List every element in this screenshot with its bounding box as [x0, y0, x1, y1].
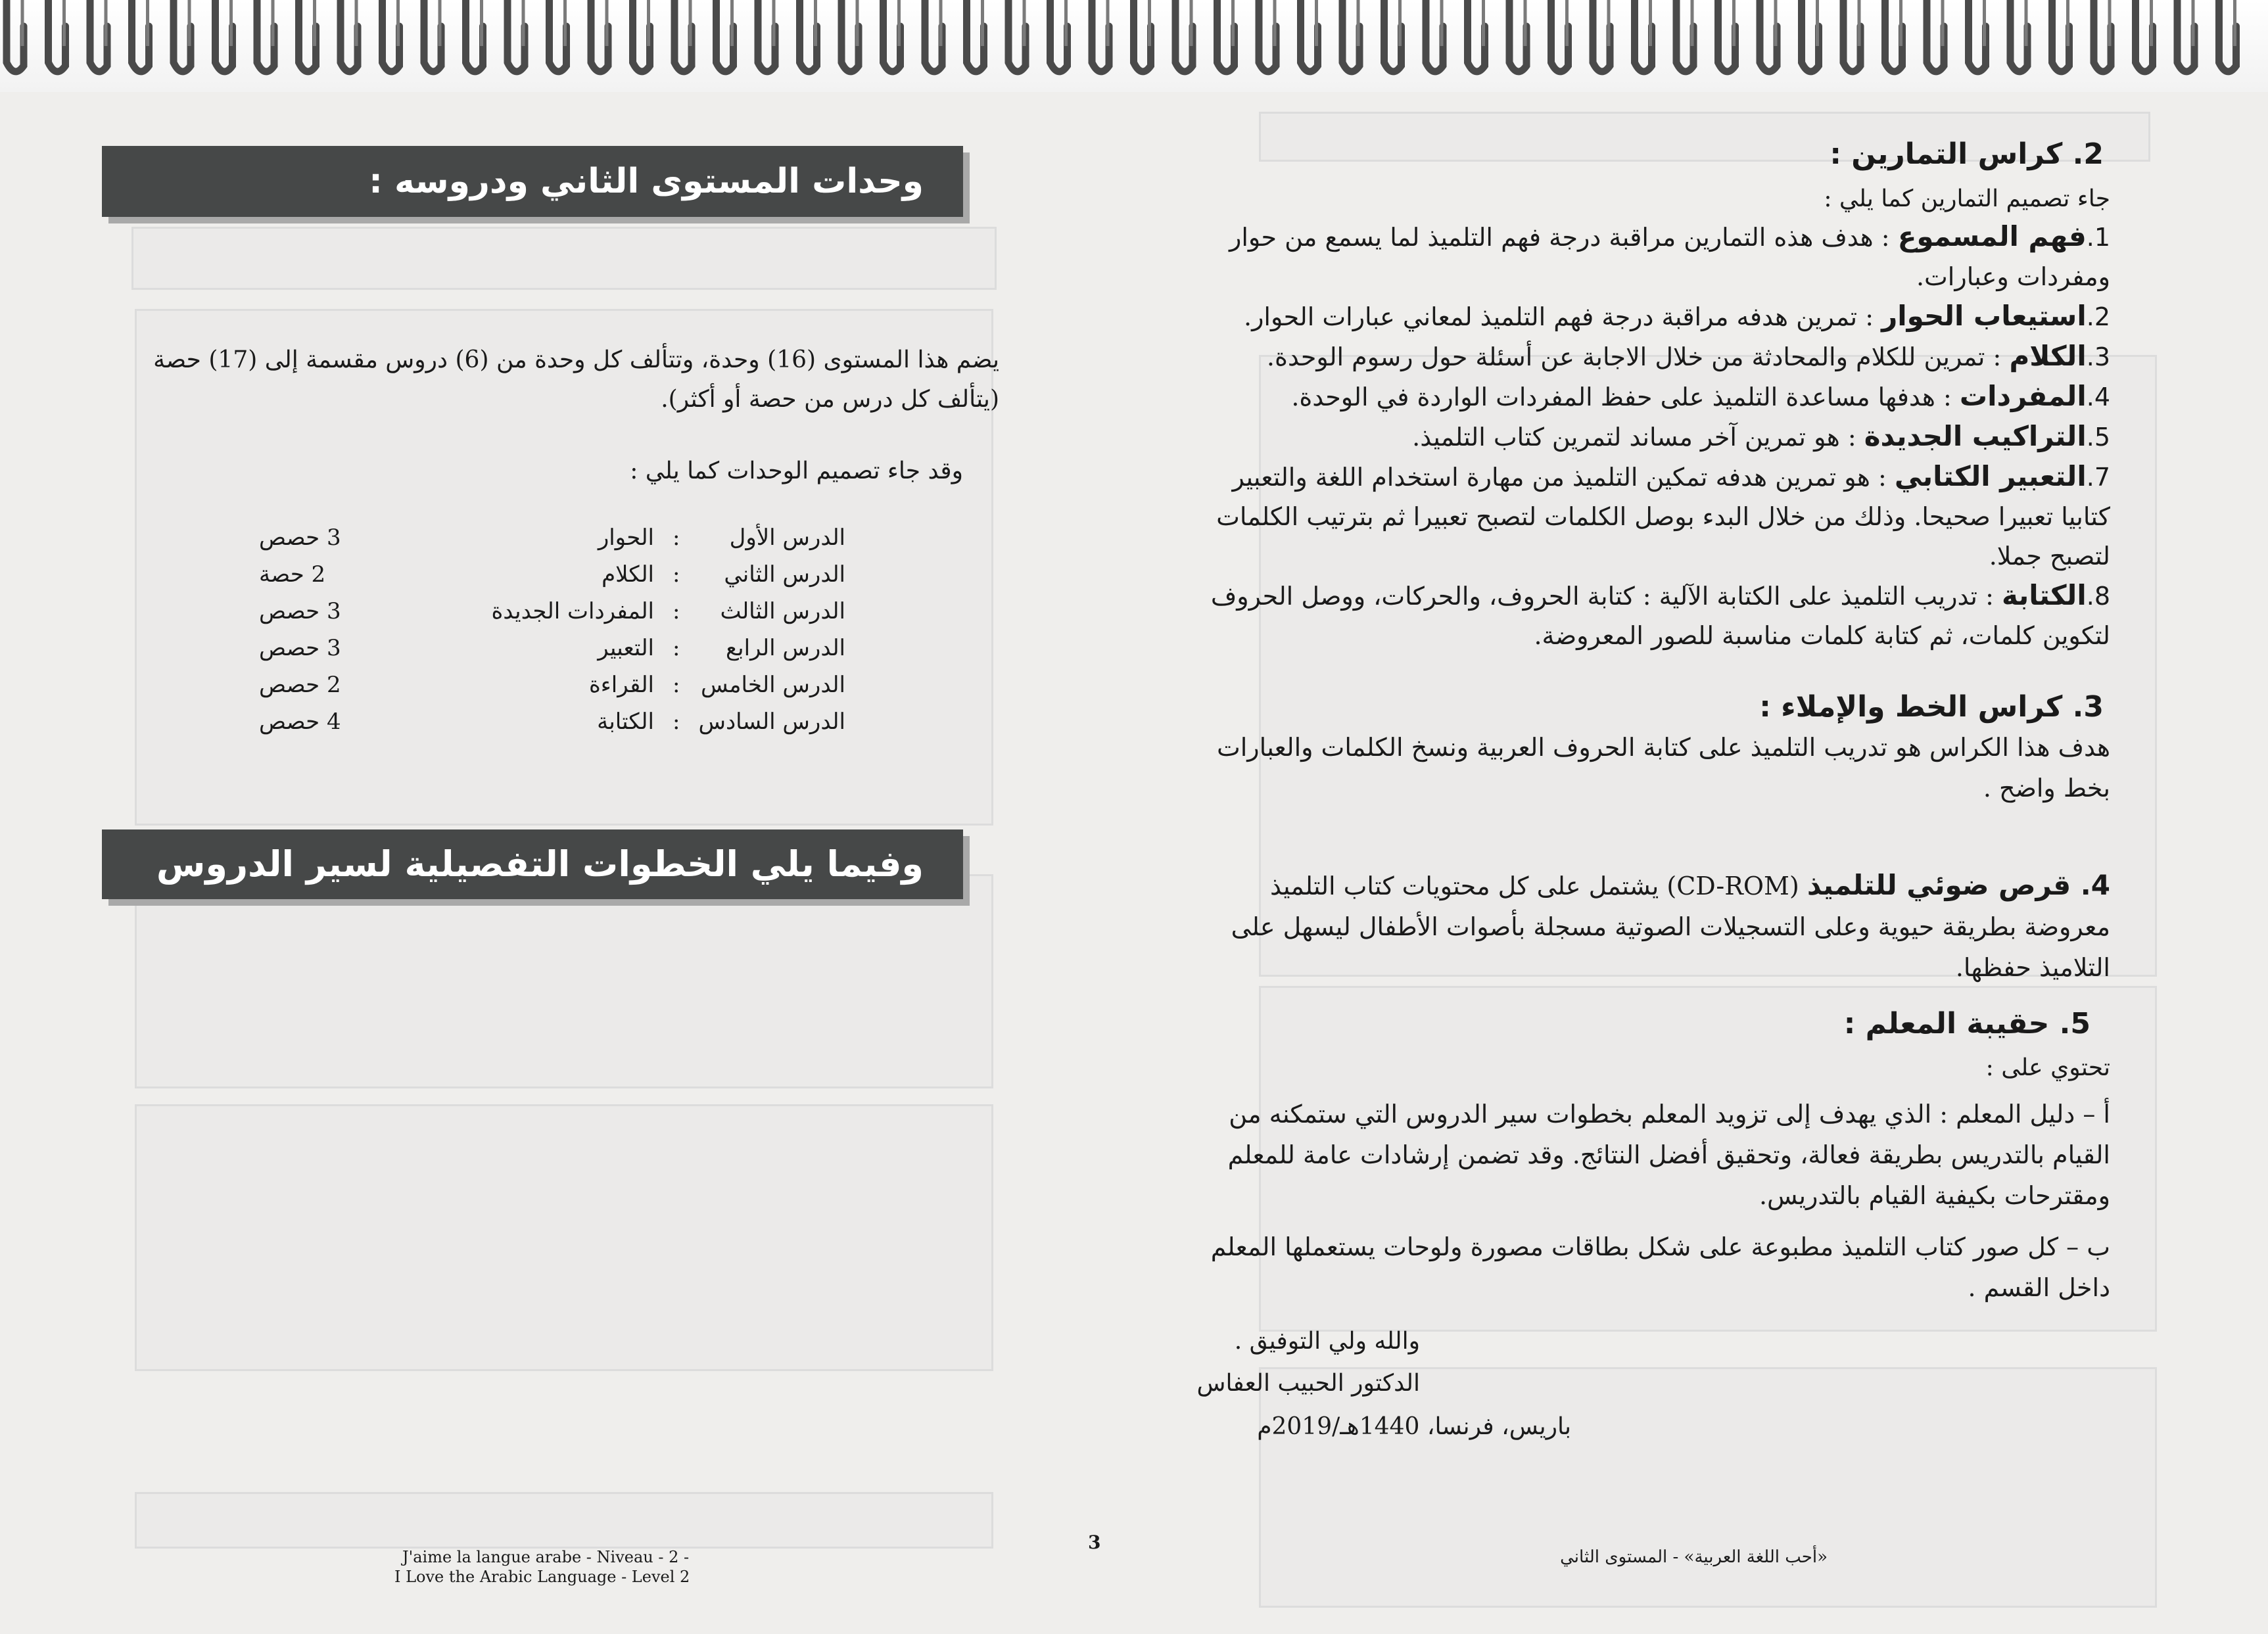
- spiral-ring: [841, 0, 859, 72]
- spiral-ring: [341, 0, 358, 72]
- spiral-ring: [216, 0, 233, 72]
- exercise-number: 1.: [2086, 223, 2110, 252]
- section-4-term: 4. قرص ضوئي للتلميذ: [1807, 869, 2110, 901]
- spiral-ring: [257, 0, 274, 72]
- closing-text: والله ولي التوفيق .: [1234, 1328, 1420, 1355]
- exercise-term: فهم المسموع: [1897, 220, 2087, 252]
- exercise-number: 4.: [2086, 383, 2110, 411]
- lesson-sessions: 2 حصة: [259, 561, 326, 588]
- lesson-row: [250, 519, 855, 556]
- lesson-separator: :: [673, 709, 680, 735]
- spiral-ring: [1676, 0, 1693, 72]
- spiral-ring: [717, 0, 734, 72]
- lesson-topic: التعبير: [598, 635, 654, 661]
- lesson-separator: :: [673, 635, 680, 661]
- spiral-rings: [0, 0, 2268, 92]
- lesson-topic: القراءة: [588, 672, 654, 698]
- lesson-topic: الكلام: [602, 561, 654, 588]
- exercise-number: 5.: [2086, 423, 2110, 452]
- exercise-description: : هدفها مساعدة التلميذ على حفظ المفردات الواردة في الوحدة.: [1291, 383, 1960, 411]
- lesson-separator: :: [673, 672, 680, 698]
- lesson-row: [250, 703, 855, 740]
- spiral-ring: [758, 0, 775, 72]
- lesson-row: [250, 593, 855, 630]
- lesson-separator: :: [673, 598, 680, 624]
- spiral-ring: [1342, 0, 1359, 72]
- lesson-sessions: 3 حصص: [259, 635, 341, 661]
- lesson-row: [250, 666, 855, 703]
- spiral-binding: [0, 0, 2268, 92]
- lesson-separator: :: [673, 525, 680, 551]
- exercise-types-list: [1203, 217, 2110, 655]
- exercise-term: التراكيب الجديدة: [1864, 420, 2087, 452]
- spiral-ring: [1551, 0, 1569, 72]
- footer-arabic-title: «أحب اللغة العربية» - المستوى الثاني: [1560, 1547, 1828, 1567]
- spiral-ring: [90, 0, 107, 72]
- spiral-ring: [1593, 0, 1610, 72]
- spiral-ring: [132, 0, 149, 72]
- exercise-description: : تمرين هدفه مراقبة درجة فهم التلميذ لمعاني عبارات الحوار.: [1244, 302, 1882, 331]
- lesson-name: الدرس الثالث: [720, 598, 845, 624]
- spiral-ring: [1509, 0, 1526, 72]
- spiral-ring: [2136, 0, 2153, 72]
- spiral-ring: [1760, 0, 1777, 72]
- author-name: الدكتور الحبيب العفاس: [1196, 1370, 1420, 1397]
- place-and-date: باريس، فرنسا، 1440هـ/2019م: [1257, 1413, 1571, 1440]
- exercise-term: التعبير الكتابي: [1894, 460, 2087, 492]
- spiral-ring: [967, 0, 984, 72]
- exercise-item: [1203, 576, 2110, 655]
- exercise-item: [1203, 377, 2110, 417]
- spiral-ring: [1927, 0, 1944, 72]
- exercise-term: الكتابة: [2001, 579, 2087, 611]
- spiral-ring: [1718, 0, 1736, 72]
- banner-steps-title: وفيما يلي الخطوات التفصيلية لسير الدروس: [102, 829, 963, 899]
- spiral-ring: [550, 0, 567, 72]
- spiral-ring: [1051, 0, 1068, 72]
- lessons-table: [250, 519, 855, 740]
- section-3-text: هدف هذا الكراس هو تدريب التلميذ على كتابة الحروف العربية ونسخ الكلمات والعبارات بخط واضح .: [1216, 733, 2110, 803]
- exercise-description: : هدف هذه التمارين مراقبة درجة فهم التلميذ لما يسمع من حوار ومفردات وعبارات.: [1229, 223, 2110, 291]
- spiral-ring: [2219, 0, 2236, 72]
- exercise-item: [1203, 217, 2110, 296]
- lesson-row: [250, 556, 855, 593]
- spiral-ring: [800, 0, 817, 72]
- lesson-name: الدرس الرابع: [726, 635, 845, 661]
- spiral-ring: [1134, 0, 1151, 72]
- lesson-topic: الحوار: [598, 525, 654, 551]
- spiral-ring: [1635, 0, 1652, 72]
- spiral-ring: [508, 0, 525, 72]
- spiral-ring: [299, 0, 316, 72]
- spiral-ring: [925, 0, 942, 72]
- show-through-box: [135, 874, 993, 1088]
- spiral-ring: [1008, 0, 1026, 72]
- spiral-ring: [2177, 0, 2194, 72]
- exercise-item: [1203, 296, 2110, 337]
- spiral-ring: [1384, 0, 1402, 72]
- spiral-ring: [174, 0, 191, 72]
- design-intro-text: وقد جاء تصميم الوحدات كما يلي :: [630, 457, 963, 484]
- spiral-ring: [7, 0, 24, 72]
- spiral-ring: [674, 0, 692, 72]
- lesson-topic: المفردات الجديدة: [491, 598, 654, 624]
- exercise-number: 8.: [2086, 582, 2110, 611]
- exercise-number: 3.: [2086, 342, 2110, 371]
- section-2-title: 2. كراس التمارين :: [1830, 137, 2104, 171]
- spiral-ring: [2010, 0, 2027, 72]
- teacher-guide-item: أ – دليل المعلم : الذي يهدف إلى تزويد المعلم بخطوات سير الدروس التي ستمكنه من القيام بالتدريس بطريقة فعالة، وتحقيق أفضل النتائج. وقد تضمن إرشادات عامة للمعلم ومقترحات بكيفية القيام بالتدريس.: [1227, 1100, 2110, 1210]
- spiral-ring: [1969, 0, 1986, 72]
- exercise-description: : تمرين للكلام والمحادثة من خلال الاجابة عن أسئلة حول رسوم الوحدة.: [1266, 342, 2010, 371]
- spiral-ring: [1426, 0, 1443, 72]
- section-5-intro: تحتوي على :: [1985, 1054, 2110, 1081]
- lesson-name: الدرس الخامس: [700, 672, 845, 698]
- lesson-sessions: 3 حصص: [259, 525, 341, 551]
- spiral-ring: [884, 0, 901, 72]
- spiral-ring: [1217, 0, 1235, 72]
- lesson-sessions: 3 حصص: [259, 598, 341, 624]
- lesson-row: [250, 630, 855, 666]
- picture-cards-item: ب – كل صور كتاب التلميذ مطبوعة على شكل بطاقات مصورة ولوحات يستعملها المعلم داخل القسم .: [1210, 1232, 2110, 1302]
- exercise-number: 7.: [2086, 463, 2110, 492]
- section-4-body: (CD-ROM) يشتمل على كل محتويات كتاب التلميذ معروضة بطريقة حيوية وعلى التسجيلات الصوتية مسجلة بأصوات الأطفال ليسهل على التلاميذ حفظها.: [1231, 872, 2110, 982]
- exercise-description: : هو تمرين آخر مساند لتمرين كتاب التلميذ.: [1412, 423, 1864, 452]
- spiral-ring: [633, 0, 650, 72]
- show-through-box: [135, 1492, 993, 1549]
- spiral-ring: [1301, 0, 1318, 72]
- lesson-name: الدرس الثاني: [724, 561, 845, 588]
- units-intro-paragraph: يضم هذا المستوى (16) وحدة، وتتألف كل وحدة من (6) دروس مقسمة إلى (17) حصة (يتألف كل درس من حصة أو أكثر).: [153, 346, 999, 413]
- spiral-ring: [1885, 0, 1902, 72]
- exercise-description: : تدريب التلميذ على الكتابة الآلية : كتابة الحروف، والحركات، ووصل الحروف لتكوين كلمات، ثم كتابة كلمات مناسبة للصور المعروضة.: [1210, 582, 2110, 650]
- lesson-topic: الكتابة: [597, 709, 654, 735]
- show-through-box: [131, 227, 997, 290]
- exercise-item: [1203, 457, 2110, 576]
- exercise-term: المفردات: [1959, 380, 2087, 412]
- exercise-item: [1203, 337, 2110, 377]
- spiral-ring: [1802, 0, 1819, 72]
- spiral-ring: [383, 0, 400, 72]
- section-2-intro: جاء تصميم التمارين كما يلي :: [1824, 185, 2110, 212]
- spiral-ring: [424, 0, 441, 72]
- spiral-ring: [591, 0, 608, 72]
- spiral-ring: [1259, 0, 1276, 72]
- spiral-ring: [1468, 0, 1485, 72]
- page-number: 3: [1088, 1531, 1101, 1553]
- footer-english-title: I Love the Arabic Language - Level 2: [394, 1568, 690, 1586]
- exercise-description: : هو تمرين هدفه تمكين التلميذ من مهارة استخدام اللغة والتعبير كتابيا تعبيرا صحيحا. وذلك من خلال البدء بوصل الكلمات لتصبح تعبيرا ثم بترتيب الكلمات لتصبح جملا.: [1216, 463, 2110, 571]
- exercise-item: [1203, 417, 2110, 457]
- lesson-sessions: 2 حصص: [259, 672, 341, 698]
- lesson-sessions: 4 حصص: [259, 709, 341, 735]
- exercise-number: 2.: [2086, 302, 2110, 331]
- section-4-text: [1203, 865, 2110, 988]
- exercise-term: استيعاب الحوار: [1881, 300, 2087, 332]
- spiral-ring: [1175, 0, 1193, 72]
- spiral-ring: [2052, 0, 2069, 72]
- exercise-term: الكلام: [2009, 340, 2087, 372]
- spiral-ring: [1092, 0, 1109, 72]
- section-5-title: 5. حقيبة المعلم :: [1843, 1007, 2091, 1040]
- lesson-name: الدرس السادس: [698, 709, 845, 735]
- spiral-ring: [466, 0, 483, 72]
- spiral-ring: [1843, 0, 1860, 72]
- footer-french-title: J'aime la langue arabe - Niveau - 2 -: [402, 1548, 690, 1566]
- lesson-name: الدرس الأول: [729, 525, 845, 551]
- lesson-separator: :: [673, 561, 680, 588]
- spiral-ring: [2094, 0, 2111, 72]
- section-3-title: 3. كراس الخط والإملاء :: [1759, 690, 2104, 724]
- spiral-ring: [49, 0, 66, 72]
- show-through-box: [135, 1104, 993, 1371]
- banner-units-title: وحدات المستوى الثاني ودروسه :: [102, 146, 963, 217]
